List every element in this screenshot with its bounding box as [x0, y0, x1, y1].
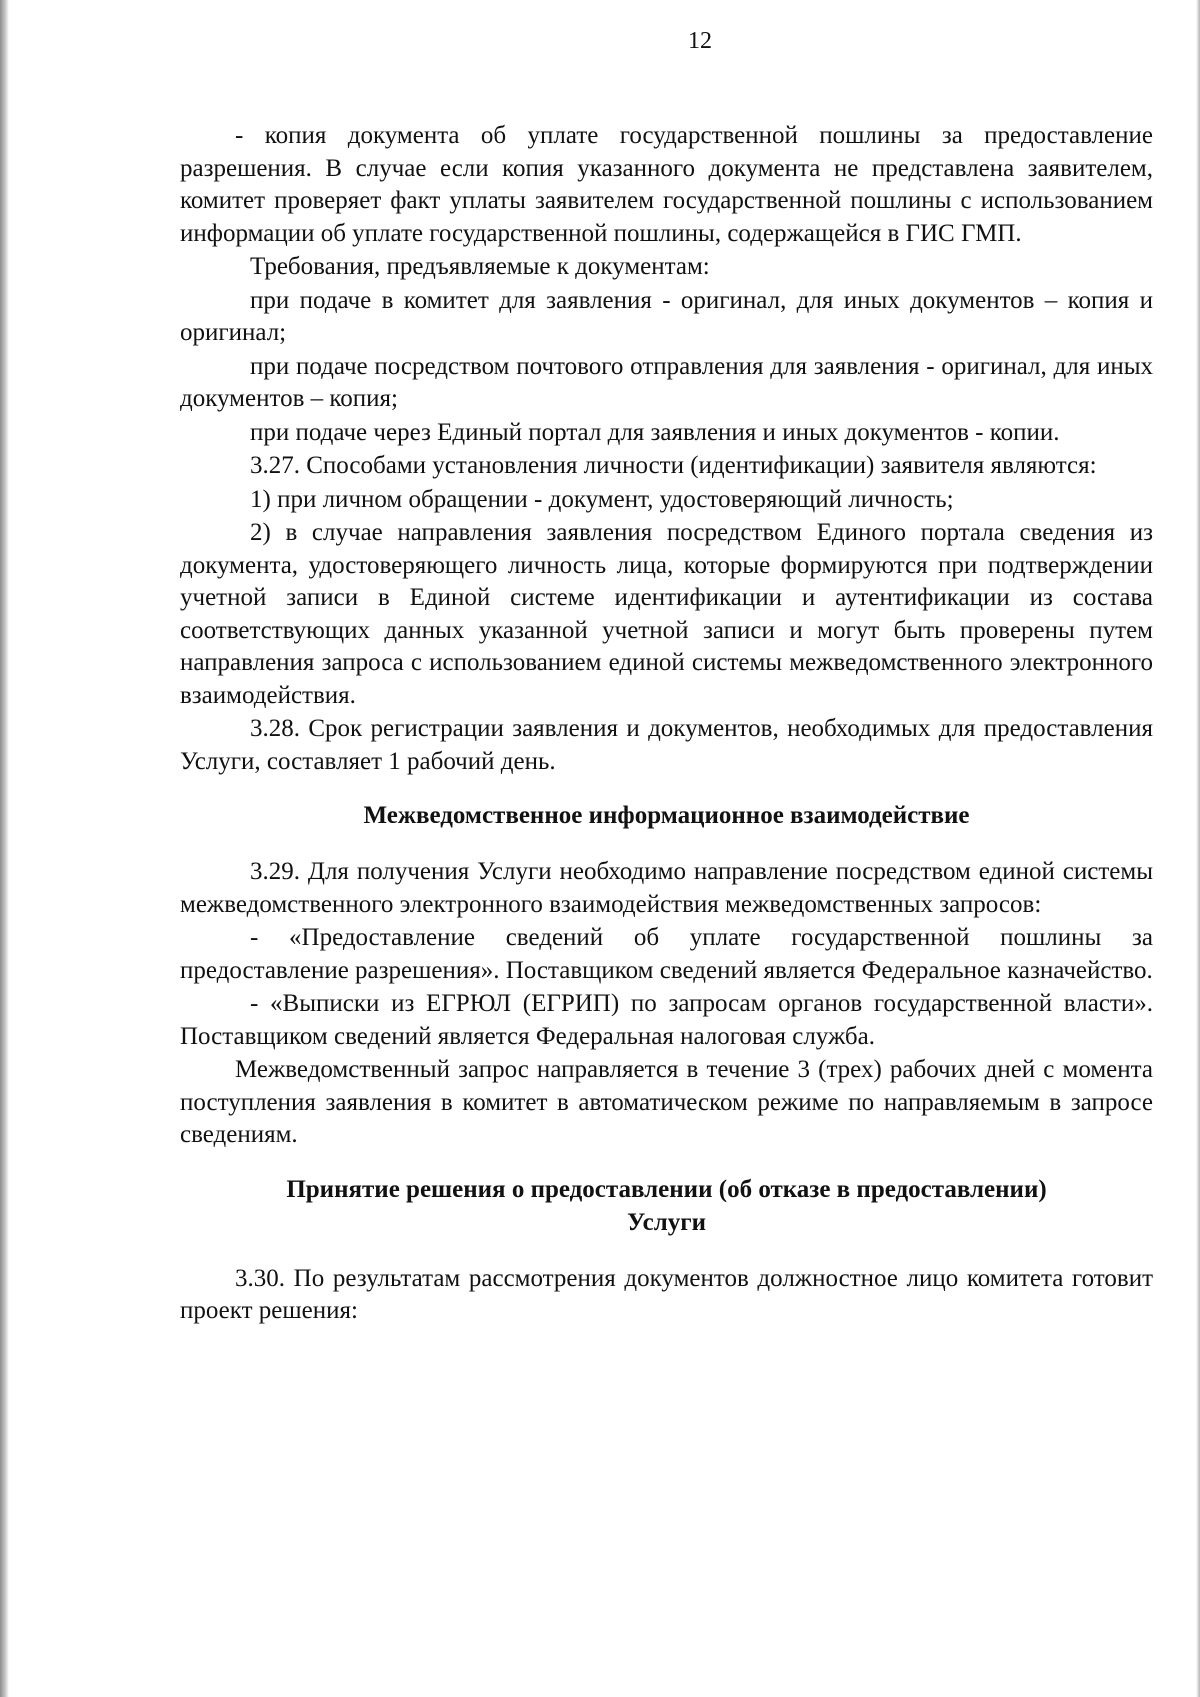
- spacer: [180, 1153, 1153, 1173]
- paragraph-3-29-request-1: - «Предоставление сведений об уплате государственной пошлины за предоставление разрешения». Поставщиком сведений является Федеральное казначейство.: [180, 924, 1153, 984]
- scan-edge-left: [0, 0, 9, 1697]
- spacer: [180, 1239, 1153, 1263]
- paragraph-3-30: 3.30. По результатам рассмотрения документов должностное лицо комитета готовит проект решения:: [180, 1264, 1153, 1324]
- paragraph-3-27-item-2: 2) в случае направления заявления посредством Единого портала сведения из документа, удостоверяющего личность лица, которые формируются при подтверждении учетной записи в Единой системе идентификации и аутентификации из состава соответствующих данных указанной учетной записи и могут быть проверены путем направления запроса с использованием единой системы межведомственного электронного взаимодействия.: [180, 519, 1153, 709]
- paragraph-requirements: Требования, предъявляемые к документам:: [250, 253, 710, 280]
- paragraph-submit-post: при подаче посредством почтового отправления для заявления - оригинал, для иных документов – копия;: [180, 352, 1153, 412]
- spacer: [180, 832, 1153, 856]
- paragraph-3-28: 3.28. Срок регистрации заявления и документов, необходимых для предоставления Услуги, составляет 1 рабочий день.: [180, 715, 1153, 775]
- heading-decision-line-1: Принятие решения о предоставлении (об отказе в предоставлении): [286, 1175, 1047, 1203]
- document-body: [180, 120, 1153, 1329]
- heading-interagency: Межведомственное информационное взаимодействие: [363, 802, 970, 829]
- paragraph-3-29-request-2: - «Выписки из ЕГРЮЛ (ЕГРИП) по запросам органов государственной власти». Поставщиком сведений является Федеральная налоговая служба.: [180, 990, 1153, 1050]
- scan-edge-right: [1196, 0, 1200, 1697]
- paragraph-submit-committee: при подаче в комитет для заявления - оригинал, для иных документов – копия и оригинал;: [180, 286, 1153, 346]
- heading-decision-line-2: Услуги: [626, 1208, 707, 1236]
- paragraph-3-29: 3.29. Для получения Услуги необходимо направление посредством единой системы межведомственного электронного взаимодействия межведомственных запросов:: [180, 858, 1153, 918]
- page-number: 12: [688, 28, 712, 54]
- paragraph-fee-copy: - копия документа об уплате государственной пошлины за предоставление разрешения. В случае если копия указанного документа не представлена заявителем, комитет проверяет факт уплаты заявителем государственной пошлины с использованием информации об уплате государственной пошлины, содержащейся в ГИС ГМП.: [180, 122, 1153, 247]
- paragraph-request-timing: Межведомственный запрос направляется в течение 3 (трех) рабочих дней с момента поступления заявления в комитет в автоматическом режиме по направляемым в запросе сведениям.: [180, 1056, 1153, 1148]
- paragraph-3-27: 3.27. Способами установления личности (идентификации) заявителя являются:: [250, 452, 1097, 479]
- paragraph-3-27-item-1: 1) при личном обращении - документ, удостоверяющий личность;: [250, 485, 954, 513]
- spacer: [180, 779, 1153, 799]
- paragraph-submit-portal: при подаче через Единый портал для заявления и иных документов - копии.: [250, 418, 1060, 446]
